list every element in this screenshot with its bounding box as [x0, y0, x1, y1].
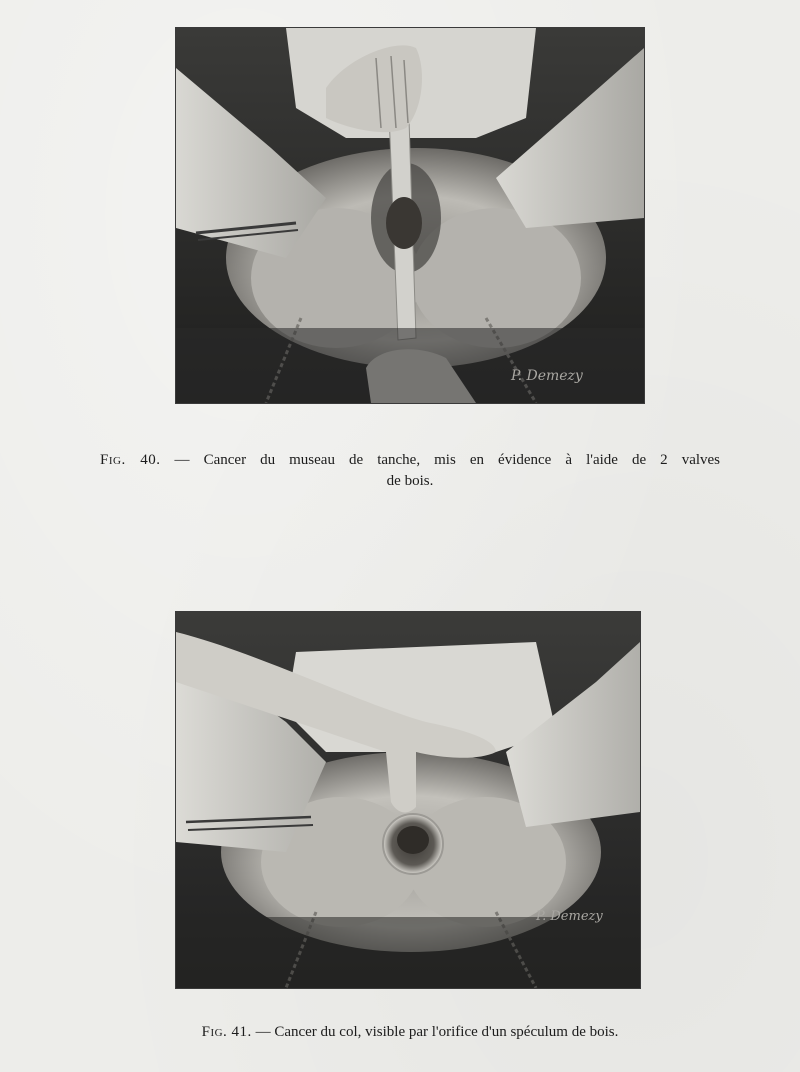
- figure-40-dash: —: [174, 452, 190, 468]
- figure-41-caption-text: Cancer du col, visible par l'orifice d'un spéculum de bois.: [274, 1024, 619, 1040]
- figure-40-photograph: [176, 28, 644, 403]
- figure-40-caption-line2: de bois.: [386, 473, 434, 489]
- figure-41-label: Fig. 41.: [201, 1024, 252, 1040]
- figure-41-caption: [150, 1022, 670, 1043]
- figure-41-dash: —: [255, 1024, 271, 1040]
- figure-40-caption: [100, 450, 720, 492]
- figure-40-caption-text: Cancer du museau de tanche, mis en évidence à l'aide de 2 valves: [203, 452, 721, 468]
- figure-41-photo-illustration: [176, 612, 640, 988]
- figure-40-signature: P. Demezy: [511, 368, 583, 384]
- figure-41-photograph: [176, 612, 640, 988]
- figure-40-caption-line1: [100, 450, 720, 471]
- figure-40-label: Fig. 40.: [100, 452, 161, 468]
- figure-41-signature: P. Demezy: [536, 909, 603, 924]
- figure-40-photo-illustration: [176, 28, 644, 403]
